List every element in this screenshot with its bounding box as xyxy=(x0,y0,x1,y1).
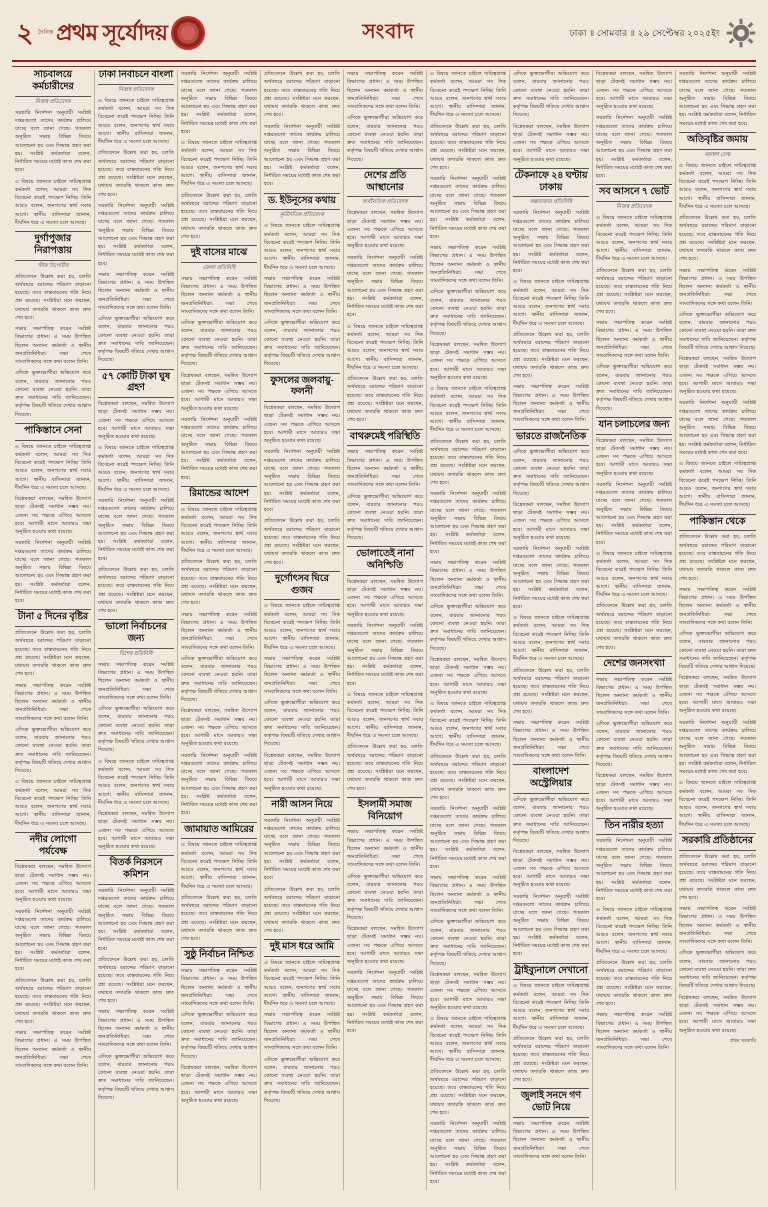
article-headline[interactable]: টানা ৫ দিনের বৃষ্টির xyxy=(15,609,91,627)
article-paragraph: সরকারি নির্দেশনা অনুযায়ী সংশ্লিষ্ট দপ্তরগুলো তাদের কার্যক্রম চালিয়ে যাচ্ছে বলে জানা গেছে। গতকাল অনুষ্ঠিত সভায় বিভিন্ন বিষয়ে আলোচনা হয় এবং সিদ্ধান্ত গ্রহণ করা হয়। সংশ্লিষ্ট কর্মকর্তারা বলেন, নির্ধারিত সময়ের মধ্যেই কাজ শেষ করা হবে। xyxy=(264,817,341,882)
article-paragraph: সভায় সভাপতিত্ব করেন সংশ্লিষ্ট বিভাগের প্রধান। এ সময় উপস্থিত ছিলেন অন্যান্য কর্মকর্তা ও স্থানীয় জনপ্রতিনিধিরা। সভা শেষে সাংবাদিকদের সঙ্গে কথা বলেন তিনি। xyxy=(596,1012,672,1052)
article-headline[interactable]: ড. ইউনূসের কথায় xyxy=(264,193,340,211)
article-paragraph: এ বিষয়ে জানতে চাইলে দায়িত্বপ্রাপ্ত কর্মকর্তা বলেন, আমরা সব দিক বিবেচনা করেই পদক্ষেপ নিচ্ছি। তিনি আরও বলেন, জনগণের স্বার্থ সবার আগে। স্থানীয় বাসিন্দারা জানান, দীর্ঘদিন ধরে এ সমস্যা চলে আসছে। xyxy=(596,907,672,955)
article-paragraph: এদিকে ভুক্তভোগীরা অভিযোগ করে বলেন, বারবার জানানোর পরও কোনো ব্যবস্থা নেওয়া হয়নি। তারা দ্রুত সমাধানের দাবি জানিয়েছেন। কর্তৃপক্ষ বিষয়টি খতিয়ে দেখার আশ্বাস দিয়েছে। xyxy=(679,631,756,670)
article-paragraph: এদিকে ভুক্তভোগীরা অভিযোগ করে বলেন, বারবার জানানোর পরও কোনো ব্যবস্থা নেওয়া হয়নি। তারা দ্রুত সমাধানের দাবি জানিয়েছেন। কর্তৃপক্ষ বিষয়টি খতিয়ে দেখার আশ্বাস দিয়েছে। xyxy=(513,71,589,119)
article-headline[interactable]: ৫৭ কোটি টাকা ঘুষ গ্রহণ xyxy=(98,369,174,399)
col-1 xyxy=(12,70,95,1190)
newspaper-logo xyxy=(38,16,207,50)
article-paragraph: প্রতিবেদনে উল্লেখ করা হয়, চলতি অর্থবছরে বরাদ্দের পরিমাণ বাড়ানো হয়েছে। তবে বাস্তবায়নের গতি নিয়ে প্রশ্ন রয়েছে। সংশ্লিষ্টরা মনে করছেন, যথাযথ তদারকি থাকলে কাজ দ্রুত শেষ হবে। xyxy=(430,123,506,171)
article-paragraph: প্রতিবেদনে উল্লেখ করা হয়, চলতি অর্থবছরে বরাদ্দের পরিমাণ বাড়ানো হয়েছে। তবে বাস্তবায়নের গতি নিয়ে প্রশ্ন রয়েছে। সংশ্লিষ্টরা মনে করছেন, যথাযথ তদারকি থাকলে কাজ দ্রুত শেষ হবে। xyxy=(98,566,174,614)
logo-kicker: দৈনিক xyxy=(38,30,54,36)
article-paragraph: এ বিষয়ে জানতে চাইলে দায়িত্বপ্রাপ্ত কর্মকর্তা বলেন, আমরা সব দিক বিবেচনা করেই পদক্ষেপ নিচ্ছি। তিনি আরও বলেন, জনগণের স্বার্থ সবার আগে। স্থানীয় বাসিন্দারা জানান, দীর্ঘদিন ধরে এ সমস্যা চলে আসছে। xyxy=(679,780,756,828)
article-paragraph: সভায় সভাপতিত্ব করেন সংশ্লিষ্ট বিভাগের প্রধান। এ সময় উপস্থিত ছিলেন অন্যান্য কর্মকর্তা ও স্থানীয় জনপ্রতিনিধিরা। সভা শেষে সাংবাদিকদের সঙ্গে কথা বলেন তিনি। xyxy=(98,661,174,701)
article-paragraph: বিশ্লেষকরা বলছেন, সমন্বিত উদ্যোগ ছাড়া টেকসই সমাধান সম্ভব নয়। এজন্য সব পক্ষকে এগিয়ে আসতে হবে। আগামী মাসে আবারও সভা অনুষ্ঠিত হওয়ার কথা রয়েছে। xyxy=(513,501,589,541)
article-paragraph: এদিকে ভুক্তভোগীরা অভিযোগ করে বলেন, বারবার জানানোর পরও কোনো ব্যবস্থা নেওয়া হয়নি। তারা দ্রুত সমাধানের দাবি জানিয়েছেন। কর্তৃপক্ষ বিষয়টি খতিয়ে দেখার আশ্বাস দিয়েছে। xyxy=(98,1053,174,1101)
article-paragraph: এদিকে ভুক্তভোগীরা অভিযোগ করে বলেন, বারবার জানানোর পরও কোনো ব্যবস্থা নেওয়া হয়নি। তারা দ্রুত সমাধানের দাবি জানিয়েছেন। কর্তৃপক্ষ বিষয়টি খতিয়ে দেখার আশ্বাস দিয়েছে। xyxy=(15,370,91,418)
sunburst-icon xyxy=(171,16,205,50)
article-paragraph: প্রতিবেদনে উল্লেখ করা হয়, চলতি অর্থবছরে বরাদ্দের পরিমাণ বাড়ানো হয়েছে। তবে বাস্তবায়নের গতি নিয়ে প্রশ্ন রয়েছে। সংশ্লিষ্টরা মনে করছেন, যথাযথ তদারকি থাকলে কাজ দ্রুত শেষ হবে। xyxy=(596,959,672,1007)
article-paragraph: সরকারি নির্দেশনা অনুযায়ী সংশ্লিষ্ট দপ্তরগুলো তাদের কার্যক্রম চালিয়ে যাচ্ছে বলে জানা গেছে। গতকাল অনুষ্ঠিত সভায় বিভিন্ন বিষয়ে আলোচনা হয় এবং সিদ্ধান্ত গ্রহণ করা হয়। সংশ্লিষ্ট কর্মকর্তারা বলেন, নির্ধারিত সময়ের মধ্যেই কাজ শেষ করা হবে। xyxy=(513,210,590,274)
article-headline[interactable]: ভালো নির্বাচনের জন্য xyxy=(98,619,174,649)
article-paragraph: এদিকে ভুক্তভোগীরা অভিযোগ করে বলেন, বারবার জানানোর পরও কোনো ব্যবস্থা নেওয়া হয়নি। তারা দ্রুত সমাধানের দাবি জানিয়েছেন। কর্তৃপক্ষ বিষয়টি খতিয়ে দেখার আশ্বাস দিয়েছে। xyxy=(430,604,506,652)
article-paragraph: সভায় সভাপতিত্ব করেন সংশ্লিষ্ট বিভাগের প্রধান। এ সময় উপস্থিত ছিলেন অন্যান্য কর্মকর্তা ও স্থানীয় জনপ্রতিনিধিরা। সভা শেষে সাংবাদিকদের সঙ্গে কথা বলেন তিনি। xyxy=(347,829,423,869)
article-paragraph: এদিকে ভুক্তভোগীরা অভিযোগ করে বলেন, বারবার জানানোর পরও কোনো ব্যবস্থা নেওয়া হয়নি। তারা দ্রুত সমাধানের দাবি জানিয়েছেন। কর্তৃপক্ষ বিষয়টি খতিয়ে দেখার আশ্বাস দিয়েছে। xyxy=(98,316,174,364)
article-paragraph: সভায় সভাপতিত্ব করেন সংশ্লিষ্ট বিভাগের প্রধান। এ সময় উপস্থিত ছিলেন অন্যান্য কর্মকর্তা ও স্থানীয় জনপ্রতিনিধিরা। সভা শেষে সাংবাদিকদের সঙ্গে কথা বলেন তিনি। xyxy=(596,676,672,716)
article-headline[interactable]: জামায়াত আমিরের xyxy=(181,822,257,840)
col-8 xyxy=(593,70,676,1190)
article-paragraph: বিশ্লেষকরা বলছেন, সমন্বিত উদ্যোগ ছাড়া টেকসই সমাধান সম্ভব নয়। এজন্য সব পক্ষকে এগিয়ে আসতে হবে। আগামী মাসে আবারও সভা অনুষ্ঠিত হওয়ার কথা রয়েছে। xyxy=(596,437,672,477)
article-paragraph: সরকারি নির্দেশনা অনুযায়ী সংশ্লিষ্ট দপ্তরগুলো তাদের কার্যক্রম চালিয়ে যাচ্ছে বলে জানা গেছে। গতকাল অনুষ্ঠিত সভায় বিভিন্ন বিষয়ে আলোচনা হয় এবং সিদ্ধান্ত গ্রহণ করা হয়। সংশ্লিষ্ট কর্মকর্তারা বলেন, নির্ধারিত সময়ের মধ্যেই কাজ শেষ করা হবে। xyxy=(513,546,590,610)
article-paragraph: প্রতিবেদনে উল্লেখ করা হয়, চলতি অর্থবছরে বরাদ্দের পরিমাণ বাড়ানো হয়েছে। তবে বাস্তবায়নের গতি নিয়ে প্রশ্ন রয়েছে। সংশ্লিষ্টরা মনে করছেন, যথাযথ তদারকি থাকলে কাজ দ্রুত শেষ হবে। xyxy=(430,1068,506,1116)
article-byline: নিজস্ব প্রতিবেদক xyxy=(616,204,652,210)
article-paragraph: প্রতিবেদনে উল্লেখ করা হয়, চলতি অর্থবছরে বরাদ্দের পরিমাণ বাড়ানো হয়েছে। তবে বাস্তবায়নের গতি নিয়ে প্রশ্ন রয়েছে। সংশ্লিষ্টরা মনে করছেন, যথাযথ তদারকি থাকলে কাজ দ্রুত শেষ হবে। xyxy=(430,753,506,801)
article-paragraph: এ বিষয়ে জানতে চাইলে দায়িত্বপ্রাপ্ত কর্মকর্তা বলেন, আমরা সব দিক বিবেচনা করেই পদক্ষেপ নিচ্ছি। তিনি আরও বলেন, জনগণের স্বার্থ সবার আগে। স্থানীয় বাসিন্দারা জানান, দীর্ঘদিন ধরে এ সমস্যা চলে আসছে। xyxy=(98,445,174,493)
article-headline[interactable]: জুলাই সনদে গণ ভোট নিয়ে xyxy=(513,1088,589,1118)
article-paragraph: এ বিষয়ে জানতে চাইলে দায়িত্বপ্রাপ্ত কর্মকর্তা বলেন, আমরা সব দিক বিবেচনা করেই পদক্ষেপ নিচ্ছি। তিনি আরও বলেন, জনগণের স্বার্থ সবার আগে। স্থানীয় বাসিন্দারা জানান, দীর্ঘদিন ধরে এ সমস্যা চলে আসছে। xyxy=(430,71,506,119)
article-paragraph: সভায় সভাপতিত্ব করেন সংশ্লিষ্ট বিভাগের প্রধান। এ সময় উপস্থিত ছিলেন অন্যান্য কর্মকর্তা ও স্থানীয় জনপ্রতিনিধিরা। সভা শেষে সাংবাদিকদের সঙ্গে কথা বলেন তিনি। xyxy=(513,384,589,424)
article-headline[interactable]: সুষ্ঠু নির্বাচন নিশ্চিত xyxy=(181,947,257,965)
article-paragraph: সরকারি নির্দেশনা অনুযায়ী সংশ্লিষ্ট দপ্তরগুলো তাদের কার্যক্রম চালিয়ে যাচ্ছে বলে জানা গেছে। গতকাল অনুষ্ঠিত সভায় বিভিন্ন বিষয়ে আলোচনা হয় এবং সিদ্ধান্ত গ্রহণ করা হয়। সংশ্লিষ্ট কর্মকর্তারা বলেন, নির্ধারিত সময়ের মধ্যেই কাজ শেষ করা হবে। xyxy=(347,254,424,319)
article-paragraph: বিশ্লেষকরা বলছেন, সমন্বিত উদ্যোগ ছাড়া টেকসই সমাধান সম্ভব নয়। এজন্য সব পক্ষকে এগিয়ে আসতে হবে। আগামী মাসে আবারও সভা অনুষ্ঠিত হওয়ার কথা রয়েছে। xyxy=(347,210,423,250)
article-paragraph: এ বিষয়ে জানতে চাইলে দায়িত্বপ্রাপ্ত কর্মকর্তা বলেন, আমরা সব দিক বিবেচনা করেই পদক্ষেপ নিচ্ছি। তিনি আরও বলেন, জনগণের স্বার্থ সবার আগে। স্থানীয় বাসিন্দারা জানান, দীর্ঘদিন ধরে এ সমস্যা চলে আসছে। xyxy=(98,758,174,806)
article-paragraph: সভায় সভাপতিত্ব করেন সংশ্লিষ্ট বিভাগের প্রধান। এ সময় উপস্থিত ছিলেন অন্যান্য কর্মকর্তা ও স্থানীয় জনপ্রতিনিধিরা। সভা শেষে সাংবাদিকদের সঙ্গে কথা বলেন তিনি। xyxy=(181,968,257,1007)
article-headline[interactable]: ঢাকা নির্বাচনে বাংলা xyxy=(98,70,174,85)
article-paragraph: সভায় সভাপতিত্ব করেন সংশ্লিষ্ট বিভাগের প্রধান। এ সময় উপস্থিত ছিলেন অন্যান্য কর্মকর্তা ও স্থানীয় জনপ্রতিনিধিরা। সভা শেষে সাংবাদিকদের সঙ্গে কথা বলেন তিনি। xyxy=(264,655,340,695)
article-paragraph: প্রতিবেদনে উল্লেখ করা হয়, চলতি অর্থবছরে বরাদ্দের পরিমাণ বাড়ানো হয়েছে। তবে বাস্তবায়নের গতি নিয়ে প্রশ্ন রয়েছে। সংশ্লিষ্টরা মনে করছেন, যথাযথ তদারকি থাকলে কাজ দ্রুত শেষ হবে। xyxy=(181,192,257,240)
article-paragraph: এ বিষয়ে জানতে চাইলে দায়িত্বপ্রাপ্ত কর্মকর্তা বলেন, আমরা সব দিক বিবেচনা করেই পদক্ষেপ নিচ্ছি। তিনি আরও বলেন, জনগণের স্বার্থ সবার আগে। স্থানীয় বাসিন্দারা জানান, দীর্ঘদিন ধরে এ সমস্যা চলে আসছে। xyxy=(15,178,91,226)
article-paragraph: এদিকে ভুক্তভোগীরা অভিযোগ করে বলেন, বারবার জানানোর পরও কোনো ব্যবস্থা নেওয়া হয়নি। তারা দ্রুত সমাধানের দাবি জানিয়েছেন। কর্তৃপক্ষ বিষয়টি খতিয়ে দেখার আশ্বাস দিয়েছে। xyxy=(264,1056,340,1104)
article-paragraph: বিশ্লেষকরা বলছেন, সমন্বিত উদ্যোগ ছাড়া টেকসই সমাধান সম্ভব নয়। এজন্য সব পক্ষকে এগিয়ে আসতে হবে। আগামী মাসে আবারও সভা অনুষ্ঠিত হওয়ার কথা রয়েছে। xyxy=(679,356,756,395)
article-byline: মফস্বল ডেস্ক xyxy=(704,151,731,158)
article-paragraph: এ বিষয়ে জানতে চাইলে দায়িত্বপ্রাপ্ত কর্মকর্তা বলেন, আমরা সব দিক বিবেচনা করেই পদক্ষেপ নিচ্ছি। তিনি আরও বলেন, জনগণের স্বার্থ সবার আগে। স্থানীয় বাসিন্দারা জানান, দীর্ঘদিন ধরে এ সমস্যা চলে আসছে। xyxy=(264,959,340,1007)
article-paragraph: এদিকে ভুক্তভোগীরা অভিযোগ করে বলেন, বারবার জানানোর পরও কোনো ব্যবস্থা নেওয়া হয়নি। তারা দ্রুত সমাধানের দাবি জানিয়েছেন। কর্তৃপক্ষ বিষয়টি খতিয়ে দেখার আশ্বাস দিয়েছে। xyxy=(181,655,257,703)
article-paragraph: সভায় সভাপতিত্ব করেন সংশ্লিষ্ট বিভাগের প্রধান। এ সময় উপস্থিত ছিলেন অন্যান্য কর্মকর্তা ও স্থানীয় জনপ্রতিনিধিরা। সভা শেষে সাংবাদিকদের সঙ্গে কথা বলেন তিনি। xyxy=(181,275,257,315)
article-paragraph: বিশ্লেষকরা বলছেন, সমন্বিত উদ্যোগ ছাড়া টেকসই সমাধান সম্ভব নয়। এজন্য সব পক্ষকে এগিয়ে আসতে হবে। আগামী মাসে আবারও সভা অনুষ্ঠিত হওয়ার কথা রয়েছে। xyxy=(181,372,257,412)
article-paragraph: সভায় সভাপতিত্ব করেন সংশ্লিষ্ট বিভাগের প্রধান। এ সময় উপস্থিত ছিলেন অন্যান্য কর্মকর্তা ও স্থানীয় জনপ্রতিনিধিরা। সভা শেষে সাংবাদিকদের সঙ্গে কথা বলেন তিনি। xyxy=(430,560,506,599)
article-paragraph: সরকারি নির্দেশনা অনুযায়ী সংশ্লিষ্ট দপ্তরগুলো তাদের কার্যক্রম চালিয়ে যাচ্ছে বলে জানা গেছে। গতকাল অনুষ্ঠিত সভায় বিভিন্ন বিষয়ে আলোচনা হয় এবং সিদ্ধান্ত গ্রহণ করা হয়। সংশ্লিষ্ট কর্মকর্তারা বলেন, নির্ধারিত সময়ের মধ্যেই কাজ শেষ করা হবে। xyxy=(181,71,258,135)
article-headline[interactable]: ভোলাতেই নানা অনিশ্চিতি xyxy=(347,546,423,576)
article-paragraph: সভায় সভাপতিত্ব করেন সংশ্লিষ্ট বিভাগের প্রধান। এ সময় উপস্থিত ছিলেন অন্যান্য কর্মকর্তা ও স্থানীয় জনপ্রতিনিধিরা। সভা শেষে সাংবাদিকদের সঙ্গে কথা বলেন তিনি। xyxy=(513,720,589,759)
article-paragraph: এ বিষয়ে জানতে চাইলে দায়িত্বপ্রাপ্ত কর্মকর্তা বলেন, আমরা সব দিক বিবেচনা করেই পদক্ষেপ নিচ্ছি। তিনি আরও বলেন, জনগণের স্বার্থ সবার আগে। স্থানীয় বাসিন্দারা জানান, দীর্ঘদিন ধরে এ সমস্যা চলে আসছে। xyxy=(181,842,257,890)
article-headline[interactable]: পাকিস্তান থেকে xyxy=(679,514,756,532)
article-paragraph: সরকারি নির্দেশনা অনুযায়ী সংশ্লিষ্ট দপ্তরগুলো তাদের কার্যক্রম চালিয়ে যাচ্ছে বলে জানা গেছে। গতকাল অনুষ্ঠিত সভায় বিভিন্ন বিষয়ে আলোচনা হয় এবং সিদ্ধান্ত গ্রহণ করা হয়। সংশ্লিষ্ট কর্মকর্তারা বলেন, নির্ধারিত সময়ের মধ্যেই কাজ শেষ করা হবে। xyxy=(347,622,424,687)
article-paragraph: প্রতিবেদনে উল্লেখ করা হয়, চলতি অর্থবছরে বরাদ্দের পরিমাণ বাড়ানো হয়েছে। তবে বাস্তবায়নের গতি নিয়ে প্রশ্ন রয়েছে। সংশ্লিষ্টরা মনে করছেন, যথাযথ তদারকি থাকলে কাজ দ্রুত শেষ হবে। xyxy=(98,956,174,1004)
article-paragraph: সরকারি নির্দেশনা অনুযায়ী সংশ্লিষ্ট দপ্তরগুলো তাদের কার্যক্রম চালিয়ে যাচ্ছে বলে জানা গেছে। গতকাল অনুষ্ঠিত সভায় বিভিন্ন বিষয়ে আলোচনা হয় এবং সিদ্ধান্ত গ্রহণ করা হয়। সংশ্লিষ্ট কর্মকর্তারা বলেন, নির্ধারিত সময়ের মধ্যেই কাজ শেষ করা হবে। xyxy=(264,449,341,513)
article-headline[interactable]: দেশের জনসংখ্যা xyxy=(596,656,672,674)
article-headline[interactable]: ভারতে রাজনৈতিক xyxy=(513,429,589,447)
article-paragraph: এদিকে ভুক্তভোগীরা অভিযোগ করে বলেন, বারবার জানানোর পরও কোনো ব্যবস্থা নেওয়া হয়নি। তারা দ্রুত সমাধানের দাবি জানিয়েছেন। কর্তৃপক্ষ বিষয়টি খতিয়ে দেখার আশ্বাস দিয়েছে। xyxy=(98,706,174,754)
logo-name: প্রথম সূর্যোদয় xyxy=(56,20,168,45)
article-paragraph: এদিকে ভুক্তভোগীরা অভিযোগ করে বলেন, বারবার জানানোর পরও কোনো ব্যবস্থা নেওয়া হয়নি। তারা দ্রুত সমাধানের দাবি জানিয়েছেন। কর্তৃপক্ষ বিষয়টি খতিয়ে দেখার আশ্বাস দিয়েছে। xyxy=(513,449,589,497)
article-paragraph: সরকারি নির্দেশনা অনুযায়ী সংশ্লিষ্ট দপ্তরগুলো তাদের কার্যক্রম চালিয়ে যাচ্ছে বলে জানা গেছে। গতকাল অনুষ্ঠিত সভায় বিভিন্ন বিষয়ে আলোচনা হয় এবং সিদ্ধান্ত গ্রহণ করা হয়। সংশ্লিষ্ট কর্মকর্তারা বলেন, নির্ধারিত সময়ের মধ্যেই কাজ শেষ করা হবে। xyxy=(264,123,341,188)
article-paragraph: সভায় সভাপতিত্ব করেন সংশ্লিষ্ট বিভাগের প্রধান। এ সময় উপস্থিত ছিলেন অন্যান্য কর্মকর্তা ও স্থানীয় জনপ্রতিনিধিরা। সভা শেষে সাংবাদিকদের সঙ্গে কথা বলেন তিনি। xyxy=(264,1012,340,1052)
article-paragraph: এ বিষয়ে জানতে চাইলে দায়িত্বপ্রাপ্ত কর্মকর্তা বলেন, আমরা সব দিক বিবেচনা করেই পদক্ষেপ নিচ্ছি। তিনি আরও বলেন, জনগণের স্বার্থ সবার আগে। স্থানীয় বাসিন্দারা জানান, দীর্ঘদিন ধরে এ সমস্যা চলে আসছে। xyxy=(596,215,672,263)
article-paragraph: বিশ্লেষকরা বলছেন, সমন্বিত উদ্যোগ ছাড়া টেকসই সমাধান সম্ভব নয়। এজন্য সব পক্ষকে এগিয়ে আসতে হবে। আগামী মাসে আবারও সভা অনুষ্ঠিত হওয়ার কথা রয়েছে। xyxy=(596,773,672,813)
article-paragraph: সরকারি নির্দেশনা অনুযায়ী সংশ্লিষ্ট দপ্তরগুলো তাদের কার্যক্রম চালিয়ে যাচ্ছে বলে জানা গেছে। গতকাল অনুষ্ঠিত সভায় বিভিন্ন বিষয়ে আলোচনা হয় এবং সিদ্ধান্ত গ্রহণ করা হয়। সংশ্লিষ্ট কর্মকর্তারা বলেন, নির্ধারিত সময়ের মধ্যেই কাজ শেষ করা হবে। xyxy=(347,970,424,1034)
article-paragraph: এদিকে ভুক্তভোগীরা অভিযোগ করে বলেন, বারবার জানানোর পরও কোনো ব্যবস্থা নেওয়া হয়নি। তারা দ্রুত সমাধানের দাবি জানিয়েছেন। কর্তৃপক্ষ বিষয়টি খতিয়ে দেখার আশ্বাস দিয়েছে। xyxy=(430,919,506,967)
article-paragraph: এ বিষয়ে জানতে চাইলে দায়িত্বপ্রাপ্ত কর্মকর্তা বলেন, আমরা সব দিক বিবেচনা করেই পদক্ষেপ নিচ্ছি। তিনি আরও বলেন, জনগণের স্বার্থ সবার আগে। স্থানীয় বাসিন্দারা জানান, দীর্ঘদিন ধরে এ সমস্যা চলে আসছে। xyxy=(264,223,340,271)
article-paragraph: এ বিষয়ে জানতে চাইলে দায়িত্বপ্রাপ্ত কর্মকর্তা বলেন, আমরা সব দিক বিবেচনা করেই পদক্ষেপ নিচ্ছি। তিনি আরও বলেন, জনগণের স্বার্থ সবার আগে। স্থানীয় বাসিন্দারা জানান, দীর্ঘদিন ধরে এ সমস্যা চলে আসছে। xyxy=(679,162,756,210)
article-headline[interactable]: রিমান্ডের আদেশ xyxy=(181,486,257,504)
article-paragraph: সরকারি নির্দেশনা অনুযায়ী সংশ্লিষ্ট দপ্তরগুলো তাদের কার্যক্রম চালিয়ে যাচ্ছে বলে জানা গেছে। গতকাল অনুষ্ঠিত সভায় বিভিন্ন বিষয়ে আলোচনা হয় এবং সিদ্ধান্ত গ্রহণ করা হয়। সংশ্লিষ্ট কর্মকর্তারা বলেন, নির্ধারিত সময়ের মধ্যেই কাজ শেষ করা হবে। xyxy=(596,481,673,546)
article-paragraph: সভায় সভাপতিত্ব করেন সংশ্লিষ্ট বিভাগের প্রধান। এ সময় উপস্থিত ছিলেন অন্যান্য কর্মকর্তা ও স্থানীয় জনপ্রতিনিধিরা। সভা শেষে সাংবাদিকদের সঙ্গে কথা বলেন তিনি। xyxy=(679,586,756,626)
article-paragraph: সরকারি নির্দেশনা অনুযায়ী সংশ্লিষ্ট দপ্তরগুলো তাদের কার্যক্রম চালিয়ে যাচ্ছে বলে জানা গেছে। গতকাল অনুষ্ঠিত সভায় বিভিন্ন বিষয়ে আলোচনা হয় এবং সিদ্ধান্ত গ্রহণ করা হয়। সংশ্লিষ্ট কর্মকর্তারা বলেন, নির্ধারিত সময়ের মধ্যেই কাজ শেষ করা হবে। xyxy=(181,416,258,481)
article-paragraph: এদিকে ভুক্তভোগীরা অভিযোগ করে বলেন, বারবার জানানোর পরও কোনো ব্যবস্থা নেওয়া হয়নি। তারা দ্রুত সমাধানের দাবি জানিয়েছেন। কর্তৃপক্ষ বিষয়টি খতিয়ে দেখার আশ্বাস দিয়েছে। xyxy=(596,720,672,768)
article-paragraph: সভায় সভাপতিত্ব করেন সংশ্লিষ্ট বিভাগের প্রধান। এ সময় উপস্থিত ছিলেন অন্যান্য কর্মকর্তা ও স্থানীয় জনপ্রতিনিধিরা। সভা শেষে সাংবাদিকদের সঙ্গে কথা বলেন তিনি। xyxy=(98,271,174,311)
article-paragraph: এদিকে ভুক্তভোগীরা অভিযোগ করে বলেন, বারবার জানানোর পরও কোনো ব্যবস্থা নেওয়া হয়নি। তারা দ্রুত সমাধানের দাবি জানিয়েছেন। কর্তৃপক্ষ বিষয়টি খতিয়ে দেখার আশ্বাস দিয়েছে। xyxy=(513,796,589,844)
article-paragraph: বিশ্লেষকরা বলছেন, সমন্বিত উদ্যোগ ছাড়া টেকসই সমাধান সম্ভব নয়। এজন্য সব পক্ষকে এগিয়ে আসতে হবে। আগামী মাসে আবারও সভা অনুষ্ঠিত হওয়ার কথা রয়েছে। xyxy=(347,926,423,965)
article-paragraph: সভায় সভাপতিত্ব করেন সংশ্লিষ্ট বিভাগের প্রধান। এ সময় উপস্থিত ছিলেন অন্যান্য কর্মকর্তা ও স্থানীয় জনপ্রতিনিধিরা। সভা শেষে সাংবাদিকদের সঙ্গে কথা বলেন তিনি। xyxy=(98,1009,174,1049)
article-paragraph: এ বিষয়ে জানতে চাইলে দায়িত্বপ্রাপ্ত কর্মকর্তা বলেন, আমরা সব দিক বিবেচনা করেই পদক্ষেপ নিচ্ছি। তিনি আরও বলেন, জনগণের স্বার্থ সবার আগে। স্থানীয় বাসিন্দারা জানান, দীর্ঘদিন ধরে এ সমস্যা চলে আসছে। xyxy=(596,550,672,598)
article-byline: বিশেষ প্রতিনিধি xyxy=(119,650,153,657)
article-paragraph: বিশ্লেষকরা বলছেন, সমন্বিত উদ্যোগ ছাড়া টেকসই সমাধান সম্ভব নয়। এজন্য সব পক্ষকে এগিয়ে আসতে হবে। আগামী মাসে আবারও সভা অনুষ্ঠিত হওয়ার কথা রয়েছে। xyxy=(347,578,423,618)
article-paragraph: বিশ্লেষকরা বলছেন, সমন্বিত উদ্যোগ ছাড়া টেকসই সমাধান সম্ভব নয়। এজন্য সব পক্ষকে এগিয়ে আসতে হবে। আগামী মাসে আবারও সভা অনুষ্ঠিত হওয়ার কথা রয়েছে। xyxy=(98,811,174,850)
article-headline[interactable]: যান চলাচলের জন্য xyxy=(596,417,672,435)
article-paragraph: সভায় সভাপতিত্ব করেন সংশ্লিষ্ট বিভাগের প্রধান। এ সময় উপস্থিত ছিলেন অন্যান্য কর্মকর্তা ও স্থানীয় জনপ্রতিনিধিরা। সভা শেষে সাংবাদিকদের সঙ্গে কথা বলেন তিনি। xyxy=(347,449,423,489)
article-headline[interactable]: দুই মাস ধরে আমি xyxy=(264,939,340,957)
article-paragraph: এ বিষয়ে জানতে চাইলে দায়িত্বপ্রাপ্ত কর্মকর্তা বলেন, আমরা সব দিক বিবেচনা করেই পদক্ষেপ নিচ্ছি। তিনি আরও বলেন, জনগণের স্বার্থ সবার আগে। স্থানীয় বাসিন্দারা জানান, দীর্ঘদিন ধরে এ সমস্যা চলে আসছে। xyxy=(513,615,589,663)
article-paragraph: সভায় সভাপতিত্ব করেন সংশ্লিষ্ট বিভাগের প্রধান। এ সময় উপস্থিত ছিলেন অন্যান্য কর্মকর্তা ও স্থানীয় জনপ্রতিনিধিরা। সভা শেষে সাংবাদিকদের সঙ্গে কথা বলেন তিনি। xyxy=(679,906,756,945)
article-paragraph: এদিকে ভুক্তভোগীরা অভিযোগ করে বলেন, বারবার জানানোর পরও কোনো ব্যবস্থা নেওয়া হয়নি। তারা দ্রুত সমাধানের দাবি জানিয়েছেন। কর্তৃপক্ষ বিষয়টি খতিয়ে দেখার আশ্বাস দিয়েছে। xyxy=(596,364,672,412)
article-paragraph: এ বিষয়ে জানতে চাইলে দায়িত্বপ্রাপ্ত কর্মকর্তা বলেন, আমরা সব দিক বিবেচনা করেই পদক্ষেপ নিচ্ছি। তিনি আরও বলেন, জনগণের স্বার্থ সবার আগে। স্থানীয় বাসিন্দারা জানান, দীর্ঘদিন ধরে এ সমস্যা চলে আসছে। xyxy=(181,140,257,188)
article-paragraph: সভায় সভাপতিত্ব করেন সংশ্লিষ্ট বিভাগের প্রধান। এ সময় উপস্থিত ছিলেন অন্যান্য কর্মকর্তা ও স্থানীয় জনপ্রতিনিধিরা। সভা শেষে সাংবাদিকদের সঙ্গে কথা বলেন তিনি। xyxy=(264,275,340,315)
article-headline[interactable]: দুর্গোৎসব ঘিরে গুজব xyxy=(264,571,340,601)
article-headline[interactable]: নারী আসন নিয়ে xyxy=(264,797,340,815)
page-number: ২ xyxy=(16,18,34,48)
gear-icon xyxy=(726,18,756,48)
article-paragraph: সভায় সভাপতিত্ব করেন সংশ্লিষ্ট বিভাগের প্রধান। এ সময় উপস্থিত ছিলেন অন্যান্য কর্মকর্তা ও স্থানীয় জনপ্রতিনিধিরা। সভা শেষে সাংবাদিকদের সঙ্গে কথা বলেন তিনি। xyxy=(679,267,756,307)
article-paragraph: সরকারি নির্দেশনা অনুযায়ী সংশ্লিষ্ট দপ্তরগুলো তাদের কার্যক্রম চালিয়ে যাচ্ছে বলে জানা গেছে। গতকাল অনুষ্ঠিত সভায় বিভিন্ন বিষয়ে আলোচনা হয় এবং সিদ্ধান্ত গ্রহণ করা হয়। সংশ্লিষ্ট কর্মকর্তারা বলেন, নির্ধারিত সময়ের মধ্যেই কাজ শেষ করা হবে। xyxy=(430,1121,507,1185)
article-paragraph: প্রতিবেদনে উল্লেখ করা হয়, চলতি অর্থবছরে বরাদ্দের পরিমাণ বাড়ানো হয়েছে। তবে বাস্তবায়নের গতি নিয়ে প্রশ্ন রয়েছে। সংশ্লিষ্টরা মনে করছেন, যথাযথ তদারকি থাকলে কাজ দ্রুত শেষ হবে। xyxy=(596,267,672,315)
article-paragraph: এ বিষয়ে জানতে চাইলে দায়িত্বপ্রাপ্ত কর্মকর্তা বলেন, আমরা সব দিক বিবেচনা করেই পদক্ষেপ নিচ্ছি। তিনি আরও বলেন, জনগণের স্বার্থ সবার আগে। স্থানীয় বাসিন্দারা জানান, দীর্ঘদিন ধরে এ সমস্যা চলে আসছে। xyxy=(430,1016,506,1064)
article-headline[interactable]: পাকিস্তানে সেনা xyxy=(15,423,91,441)
article-paragraph: সরকারি নির্দেশনা অনুযায়ী সংশ্লিষ্ট দপ্তরগুলো তাদের কার্যক্রম চালিয়ে যাচ্ছে বলে জানা গেছে। গতকাল অনুষ্ঠিত সভায় বিভিন্ন বিষয়ে আলোচনা হয় এবং সিদ্ধান্ত গ্রহণ করা হয়। সংশ্লিষ্ট কর্মকর্তারা বলেন, নির্ধারিত সময়ের মধ্যেই কাজ শেষ করা হবে। xyxy=(15,540,92,604)
article-paragraph: এদিকে ভুক্তভোগীরা অভিযোগ করে বলেন, বারবার জানানোর পরও কোনো ব্যবস্থা নেওয়া হয়নি। তারা দ্রুত সমাধানের দাবি জানিয়েছেন। কর্তৃপক্ষ বিষয়টি খতিয়ে দেখার আশ্বাস দিয়েছে। xyxy=(679,950,756,990)
col-5 xyxy=(344,70,427,1190)
article-paragraph: সভায় সভাপতিত্ব করেন সংশ্লিষ্ট বিভাগের প্রধান। এ সময় উপস্থিত ছিলেন অন্যান্য কর্মকর্তা ও স্থানীয় জনপ্রতিনিধিরা। সভা শেষে সাংবাদিকদের সঙ্গে কথা বলেন তিনি। xyxy=(596,320,672,359)
article-byline: অর্থনৈতিক প্রতিবেদক xyxy=(362,199,408,206)
article-paragraph: বিশ্লেষকরা বলছেন, সমন্বিত উদ্যোগ ছাড়া টেকসই সমাধান সম্ভব নয়। এজন্য সব পক্ষকে এগিয়ে আসতে হবে। আগামী মাসে আবারও সভা অনুষ্ঠিত হওয়ার কথা রয়েছে। xyxy=(430,971,506,1011)
col-6 xyxy=(427,70,510,1190)
article-paragraph: সরকারি নির্দেশনা অনুযায়ী সংশ্লিষ্ট দপ্তরগুলো তাদের কার্যক্রম চালিয়ে যাচ্ছে বলে জানা গেছে। গতকাল অনুষ্ঠিত সভায় বিভিন্ন বিষয়ে আলোচনা হয় এবং সিদ্ধান্ত গ্রহণ করা হয়। সংশ্লিষ্ট কর্মকর্তারা বলেন, নির্ধারিত সময়ের মধ্যেই কাজ শেষ করা হবে। xyxy=(430,491,507,555)
article-byline: জেলা প্রতিনিধি xyxy=(202,264,236,271)
article-headline[interactable]: বাংলাদেশ অস্ট্রেলিয়ার xyxy=(513,764,589,794)
article-byline: নিজস্ব প্রতিবেদক xyxy=(35,98,71,105)
article-headline[interactable]: সব আসনে ৭ ভোট xyxy=(596,184,672,202)
article-paragraph: এ বিষয়ে জানতে চাইলে দায়িত্বপ্রাপ্ত কর্মকর্তা বলেন, আমরা সব দিক বিবেচনা করেই পদক্ষেপ নিচ্ছি। তিনি আরও বলেন, জনগণের স্বার্থ সবার আগে। স্থানীয় বাসিন্দারা জানান, দীর্ঘদিন ধরে এ সমস্যা চলে আসছে। xyxy=(679,461,756,509)
article-paragraph: প্রতিবেদনে উল্লেখ করা হয়, চলতি অর্থবছরে বরাদ্দের পরিমাণ বাড়ানো হয়েছে। তবে বাস্তবায়নের গতি নিয়ে প্রশ্ন রয়েছে। সংশ্লিষ্টরা মনে করছেন, যথাযথ তদারকি থাকলে কাজ দ্রুত শেষ হবে। xyxy=(679,215,756,263)
article-byline: কক্সবাজার প্রতিনিধি xyxy=(530,199,572,206)
col-2 xyxy=(95,70,178,1190)
article-paragraph: বিশ্লেষকরা বলছেন, সমন্বিত উদ্যোগ ছাড়া টেকসই সমাধান সম্ভব নয়। এজন্য সব পক্ষকে এগিয়ে আসতে হবে। আগামী মাসে আবারও সভা অনুষ্ঠিত হওয়ার কথা রয়েছে। xyxy=(98,401,174,440)
col-3 xyxy=(178,70,261,1190)
article-paragraph: এদিকে ভুক্তভোগীরা অভিযোগ করে বলেন, বারবার জানানোর পরও কোনো ব্যবস্থা নেওয়া হয়নি। তারা দ্রুত সমাধানের দাবি জানিয়েছেন। কর্তৃপক্ষ বিষয়টি খতিয়ে দেখার আশ্বাস দিয়েছে। xyxy=(181,1012,257,1060)
article-paragraph: এ বিষয়ে জানতে চাইলে দায়িত্বপ্রাপ্ত কর্মকর্তা বলেন, আমরা সব দিক বিবেচনা করেই পদক্ষেপ নিচ্ছি। তিনি আরও বলেন, জনগণের স্বার্থ সবার আগে। স্থানীয় বাসিন্দারা জানান, দীর্ঘদিন ধরে এ সমস্যা চলে আসছে। xyxy=(513,983,589,1031)
article-paragraph: প্রতিবেদনে উল্লেখ করা হয়, চলতি অর্থবছরে বরাদ্দের পরিমাণ বাড়ানো হয়েছে। তবে বাস্তবায়নের গতি নিয়ে প্রশ্ন রয়েছে। সংশ্লিষ্টরা মনে করছেন, যথাযথ তদারকি থাকলে কাজ দ্রুত শেষ হবে। xyxy=(430,438,506,486)
article-headline[interactable]: বিতর্ক নিরসনে কমিশন xyxy=(98,855,174,885)
article-paragraph: এদিকে ভুক্তভোগীরা অভিযোগ করে বলেন, বারবার জানানোর পরও কোনো ব্যবস্থা নেওয়া হয়নি। তারা দ্রুত সমাধানের দাবি জানিয়েছেন। কর্তৃপক্ষ বিষয়টি খতিয়ে দেখার আশ্বাস দিয়েছে। xyxy=(347,873,423,921)
article-paragraph: প্রতিবেদনে উল্লেখ করা হয়, চলতি অর্থবছরে বরাদ্দের পরিমাণ বাড়ানো হয়েছে। তবে বাস্তবায়নের গতি নিয়ে প্রশ্ন রয়েছে। সংশ্লিষ্টরা মনে করছেন, যথাযথ তদারকি থাকলে কাজ দ্রুত শেষ হবে। xyxy=(181,894,257,942)
article-paragraph: এদিকে ভুক্তভোগীরা অভিযোগ করে বলেন, বারবার জানানোর পরও কোনো ব্যবস্থা নেওয়া হয়নি। তারা দ্রুত সমাধানের দাবি জানিয়েছেন। কর্তৃপক্ষ বিষয়টি খতিয়ে দেখার আশ্বাস দিয়েছে। xyxy=(347,115,423,163)
article-paragraph: সরকারি নির্দেশনা অনুযায়ী সংশ্লিষ্ট দপ্তরগুলো তাদের কার্যক্রম চালিয়ে যাচ্ছে বলে জানা গেছে। গতকাল অনুষ্ঠিত সভায় বিভিন্ন বিষয়ে আলোচনা হয় এবং সিদ্ধান্ত গ্রহণ করা হয়। সংশ্লিষ্ট কর্মকর্তারা বলেন, নির্ধারিত সময়ের মধ্যেই কাজ শেষ করা হবে। xyxy=(596,115,673,179)
article-paragraph: এ বিষয়ে জানতে চাইলে দায়িত্বপ্রাপ্ত কর্মকর্তা বলেন, আমরা সব দিক বিবেচনা করেই পদক্ষেপ নিচ্ছি। তিনি আরও বলেন, জনগণের স্বার্থ সবার আগে। স্থানীয় বাসিন্দারা জানান, দীর্ঘদিন ধরে এ সমস্যা চলে আসছে। xyxy=(15,779,91,827)
article-headline[interactable]: সরকারি প্রতিষ্ঠানের xyxy=(679,833,756,851)
article-paragraph: সরকারি নির্দেশনা অনুযায়ী সংশ্লিষ্ট দপ্তরগুলো তাদের কার্যক্রম চালিয়ে যাচ্ছে বলে জানা গেছে। গতকাল অনুষ্ঠিত সভায় বিভিন্ন বিষয়ে আলোচনা হয় এবং সিদ্ধান্ত গ্রহণ করা হয়। সংশ্লিষ্ট কর্মকর্তারা বলেন, নির্ধারিত সময়ের মধ্যেই কাজ শেষ করা হবে। xyxy=(513,893,590,958)
article-paragraph: সরকারি নির্দেশনা অনুযায়ী সংশ্লিষ্ট দপ্তরগুলো তাদের কার্যক্রম চালিয়ে যাচ্ছে বলে জানা গেছে। গতকাল অনুষ্ঠিত সভায় বিভিন্ন বিষয়ে আলোচনা হয় এবং সিদ্ধান্ত গ্রহণ করা হয়। সংশ্লিষ্ট কর্মকর্তারা বলেন, নির্ধারিত সময়ের মধ্যেই কাজ শেষ করা হবে। xyxy=(15,908,92,973)
article-paragraph: প্রতিবেদনে উল্লেখ করা হয়, চলতি অর্থবছরে বরাদ্দের পরিমাণ বাড়ানো হয়েছে। তবে বাস্তবায়নের গতি নিয়ে প্রশ্ন রয়েছে। সংশ্লিষ্টরা মনে করছেন, যথাযথ তদারকি থাকলে কাজ দ্রুত শেষ হবে। xyxy=(15,630,91,678)
article-paragraph: প্রতিবেদনে উল্লেখ করা হয়, চলতি অর্থবছরে বরাদ্দের পরিমাণ বাড়ানো হয়েছে। তবে বাস্তবায়নের গতি নিয়ে প্রশ্ন রয়েছে। সংশ্লিষ্টরা মনে করছেন, যথাযথ তদারকি থাকলে কাজ দ্রুত শেষ হবে। xyxy=(264,71,340,119)
article-paragraph: বিশ্লেষকরা বলছেন, সমন্বিত উদ্যোগ ছাড়া টেকসই সমাধান সম্ভব নয়। এজন্য সব পক্ষকে এগিয়ে আসতে হবে। আগামী মাসে আবারও সভা অনুষ্ঠিত হওয়ার কথা রয়েছে। xyxy=(679,675,756,715)
article-headline[interactable]: অতিবৃষ্টির জমায় xyxy=(679,132,756,150)
article-paragraph: সভায় সভাপতিত্ব করেন সংশ্লিষ্ট বিভাগের প্রধান। এ সময় উপস্থিত ছিলেন অন্যান্য কর্মকর্তা ও স্থানীয় জনপ্রতিনিধিরা। সভা শেষে সাংবাদিকদের সঙ্গে কথা বলেন তিনি। xyxy=(15,1030,91,1069)
article-paragraph: প্রতিবেদনে উল্লেখ করা হয়, চলতি অর্থবছরে বরাদ্দের পরিমাণ বাড়ানো হয়েছে। তবে বাস্তবায়নের গতি নিয়ে প্রশ্ন রয়েছে। সংশ্লিষ্টরা মনে করছেন, যথাযথ তদারকি থাকলে কাজ দ্রুত শেষ হবে। xyxy=(98,150,174,198)
article-paragraph: সভায় সভাপতিত্ব করেন সংশ্লিষ্ট বিভাগের প্রধান। এ সময় উপস্থিত ছিলেন অন্যান্য কর্মকর্তা ও স্থানীয় জনপ্রতিনিধিরা। সভা শেষে সাংবাদিকদের সঙ্গে কথা বলেন তিনি। xyxy=(15,326,91,365)
article-paragraph: বিশ্লেষকরা বলছেন, সমন্বিত উদ্যোগ ছাড়া টেকসই সমাধান সম্ভব নয়। এজন্য সব পক্ষকে এগিয়ে আসতে হবে। আগামী মাসে আবারও সভা অনুষ্ঠিত হওয়ার কথা রয়েছে। xyxy=(181,1064,257,1104)
article-columns xyxy=(12,66,756,1190)
article-paragraph: প্রতিবেদনে উল্লেখ করা হয়, চলতি অর্থবছরে বরাদ্দের পরিমাণ বাড়ানো হয়েছে। তবে বাস্তবায়নের গতি নিয়ে প্রশ্ন রয়েছে। সংশ্লিষ্টরা মনে করছেন, যথাযথ তদারকি থাকলে কাজ দ্রুত শেষ হবে। xyxy=(679,853,756,901)
article-headline[interactable]: ফুসলের জলবায়ু-ফলনী xyxy=(264,373,340,403)
article-paragraph: প্রতিবেদনে উল্লেখ করা হয়, চলতি অর্থবছরে বরাদ্দের পরিমাণ বাড়ানো হয়েছে। তবে বাস্তবায়নের গতি নিয়ে প্রশ্ন রয়েছে। সংশ্লিষ্টরা মনে করছেন, যথাযথ তদারকি থাকলে কাজ দ্রুত শেষ হবে। xyxy=(15,273,91,321)
article-paragraph: প্রতিবেদনে উল্লেখ করা হয়, চলতি অর্থবছরে বরাদ্দের পরিমাণ বাড়ানো হয়েছে। তবে বাস্তবায়নের গতি নিয়ে প্রশ্ন রয়েছে। সংশ্লিষ্টরা মনে করছেন, যথাযথ তদারকি থাকলে কাজ দ্রুত শেষ হবে। xyxy=(513,667,589,715)
article-headline[interactable]: দুর্গাপুজার নিরাপত্তায় xyxy=(15,231,91,261)
article-paragraph: এ বিষয়ে জানতে চাইলে দায়িত্বপ্রাপ্ত কর্মকর্তা বলেন, আমরা সব দিক বিবেচনা করেই পদক্ষেপ নিচ্ছি। তিনি আরও বলেন, জনগণের স্বার্থ সবার আগে। স্থানীয় বাসিন্দারা জানান, দীর্ঘদিন ধরে এ সমস্যা চলে আসছে। xyxy=(347,323,423,371)
article-paragraph: এ বিষয়ে জানতে চাইলে দায়িত্বপ্রাপ্ত কর্মকর্তা বলেন, আমরা সব দিক বিবেচনা করেই পদক্ষেপ নিচ্ছি। তিনি আরও বলেন, জনগণের স্বার্থ সবার আগে। স্থানীয় বাসিন্দারা জানান, দীর্ঘদিন ধরে এ সমস্যা চলে আসছে। xyxy=(181,506,257,554)
article-paragraph: বিশ্লেষকরা বলছেন, সমন্বিত উদ্যোগ ছাড়া টেকসই সমাধান সম্ভব নয়। এজন্য সব পক্ষকে এগিয়ে আসতে হবে। আগামী মাসে আবারও সভা অনুষ্ঠিত হওয়ার কথা রয়েছে। xyxy=(15,864,91,904)
col-4 xyxy=(261,70,344,1190)
article-paragraph: এদিকে ভুক্তভোগীরা অভিযোগ করে বলেন, বারবার জানানোর পরও কোনো ব্যবস্থা নেওয়া হয়নি। তারা দ্রুত সমাধানের দাবি জানিয়েছেন। কর্তৃপক্ষ বিষয়টি খতিয়ে দেখার আশ্বাস দিয়েছে। xyxy=(264,700,340,748)
article-paragraph: প্রতিবেদনে উল্লেখ করা হয়, চলতি অর্থবছরে বরাদ্দের পরিমাণ বাড়ানো হয়েছে। তবে বাস্তবায়নের গতি নিয়ে প্রশ্ন রয়েছে। সংশ্লিষ্টরা মনে করছেন, যথাযথ তদারকি থাকলে কাজ দ্রুত শেষ হবে। xyxy=(513,331,589,379)
article-paragraph: প্রতিবেদনে উল্লেখ করা হয়, চলতি অর্থবছরে বরাদ্দের পরিমাণ বাড়ানো হয়েছে। তবে বাস্তবায়নের গতি নিয়ে প্রশ্ন রয়েছে। সংশ্লিষ্টরা মনে করছেন, যথাযথ তদারকি থাকলে কাজ দ্রুত শেষ হবে। xyxy=(679,534,756,582)
article-paragraph: বিশ্লেষকরা বলছেন, সমন্বিত উদ্যোগ ছাড়া টেকসই সমাধান সম্ভব নয়। এজন্য সব পক্ষকে এগিয়ে আসতে হবে। আগামী মাসে আবারও সভা অনুষ্ঠিত হওয়ার কথা রয়েছে। xyxy=(596,71,672,110)
article-headline[interactable]: টেকনাফে ২৪ ঘণ্টায় ঢাকায় xyxy=(513,168,589,198)
article-credit: প্রথম সরকারি xyxy=(729,1038,756,1044)
article-paragraph: এ বিষয়ে জানতে চাইলে দায়িত্বপ্রাপ্ত কর্মকর্তা বলেন, আমরা সব দিক বিবেচনা করেই পদক্ষেপ নিচ্ছি। তিনি আরও বলেন, জনগণের স্বার্থ সবার আগে। স্থানীয় বাসিন্দারা জানান, দীর্ঘদিন ধরে এ সমস্যা চলে আসছে। xyxy=(513,279,589,327)
article-paragraph: সরকারি নির্দেশনা অনুযায়ী সংশ্লিষ্ট দপ্তরগুলো তাদের কার্যক্রম চালিয়ে যাচ্ছে বলে জানা গেছে। গতকাল অনুষ্ঠিত সভায় বিভিন্ন বিষয়ে আলোচনা হয় এবং সিদ্ধান্ত গ্রহণ করা হয়। সংশ্লিষ্ট কর্মকর্তারা বলেন, নির্ধারিত সময়ের মধ্যেই কাজ শেষ করা হবে। xyxy=(98,497,175,562)
article-paragraph: সভায় সভাপতিত্ব করেন সংশ্লিষ্ট বিভাগের প্রধান। এ সময় উপস্থিত ছিলেন অন্যান্য কর্মকর্তা ও স্থানীয় জনপ্রতিনিধিরা। সভা শেষে সাংবাদিকদের সঙ্গে কথা বলেন তিনি। xyxy=(513,1120,589,1160)
article-paragraph: সভায় সভাপতিত্ব করেন সংশ্লিষ্ট বিভাগের প্রধান। এ সময় উপস্থিত ছিলেন অন্যান্য কর্মকর্তা ও স্থানীয় জনপ্রতিনিধিরা। সভা শেষে সাংবাদিকদের সঙ্গে কথা বলেন তিনি। xyxy=(15,682,91,722)
article-paragraph: এদিকে ভুক্তভোগীরা অভিযোগ করে বলেন, বারবার জানানোর পরও কোনো ব্যবস্থা নেওয়া হয়নি। তারা দ্রুত সমাধানের দাবি জানিয়েছেন। কর্তৃপক্ষ বিষয়টি খতিয়ে দেখার আশ্বাস দিয়েছে। xyxy=(679,311,756,351)
article-paragraph: সরকারি নির্দেশনা অনুযায়ী সংশ্লিষ্ট দপ্তরগুলো তাদের কার্যক্রম চালিয়ে যাচ্ছে বলে জানা গেছে। গতকাল অনুষ্ঠিত সভায় বিভিন্ন বিষয়ে আলোচনা হয় এবং সিদ্ধান্ত গ্রহণ করা হয়। সংশ্লিষ্ট কর্মকর্তারা বলেন, নির্ধারিত সময়ের মধ্যেই কাজ শেষ করা হবে। xyxy=(679,71,756,127)
masthead xyxy=(12,10,756,62)
article-paragraph: এদিকে ভুক্তভোগীরা অভিযোগ করে বলেন, বারবার জানানোর পরও কোনো ব্যবস্থা নেওয়া হয়নি। তারা দ্রুত সমাধানের দাবি জানিয়েছেন। কর্তৃপক্ষ বিষয়টি খতিয়ে দেখার আশ্বাস দিয়েছে। xyxy=(430,289,506,337)
article-paragraph: সরকারি নির্দেশনা অনুযায়ী সংশ্লিষ্ট দপ্তরগুলো তাদের কার্যক্রম চালিয়ে যাচ্ছে বলে জানা গেছে। গতকাল অনুষ্ঠিত সভায় বিভিন্ন বিষয়ে আলোচনা হয় এবং সিদ্ধান্ত গ্রহণ করা হয়। সংশ্লিষ্ট কর্মকর্তারা বলেন, নির্ধারিত সময়ের মধ্যেই কাজ শেষ করা হবে। xyxy=(430,176,507,240)
page-title: সংবাদ xyxy=(362,20,415,43)
article-byline: স্টাফ রিপোর্টার xyxy=(37,262,69,269)
article-paragraph: বিশ্লেষকরা বলছেন, সমন্বিত উদ্যোগ ছাড়া টেকসই সমাধান সম্ভব নয়। এজন্য সব পক্ষকে এগিয়ে আসতে হবে। আগামী মাসে আবারও সভা অনুষ্ঠিত হওয়ার কথা রয়েছে। xyxy=(679,994,756,1034)
article-paragraph: সরকারি নির্দেশনা অনুযায়ী সংশ্লিষ্ট দপ্তরগুলো তাদের কার্যক্রম চালিয়ে যাচ্ছে বলে জানা গেছে। গতকাল অনুষ্ঠিত সভায় বিভিন্ন বিষয়ে আলোচনা হয় এবং সিদ্ধান্ত গ্রহণ করা হয়। সংশ্লিষ্ট কর্মকর্তারা বলেন, নির্ধারিত সময়ের মধ্যেই কাজ শেষ করা হবে। xyxy=(15,109,92,174)
article-paragraph: এ বিষয়ে জানতে চাইলে দায়িত্বপ্রাপ্ত কর্মকর্তা বলেন, আমরা সব দিক বিবেচনা করেই পদক্ষেপ নিচ্ছি। তিনি আরও বলেন, জনগণের স্বার্থ সবার আগে। স্থানীয় বাসিন্দারা জানান, দীর্ঘদিন ধরে এ সমস্যা চলে আসছে। xyxy=(98,97,174,145)
article-paragraph: এ বিষয়ে জানতে চাইলে দায়িত্বপ্রাপ্ত কর্মকর্তা বলেন, আমরা সব দিক বিবেচনা করেই পদক্ষেপ নিচ্ছি। তিনি আরও বলেন, জনগণের স্বার্থ সবার আগে। স্থানীয় বাসিন্দারা জানান, দীর্ঘদিন ধরে এ সমস্যা চলে আসছে। xyxy=(347,691,423,739)
article-paragraph: বিশ্লেষকরা বলছেন, সমন্বিত উদ্যোগ ছাড়া টেকসই সমাধান সম্ভব নয়। এজন্য সব পক্ষকে এগিয়ে আসতে হবে। আগামী মাসে আবারও সভা অনুষ্ঠিত হওয়ার কথা রয়েছে। xyxy=(264,752,340,792)
article-headline[interactable]: বাথরুমেই পরিস্থিতি xyxy=(347,429,423,447)
article-byline: কূটনৈতিক প্রতিবেদক xyxy=(279,212,325,219)
article-paragraph: সভায় সভাপতিত্ব করেন সংশ্লিষ্ট বিভাগের প্রধান। এ সময় উপস্থিত ছিলেন অন্যান্য কর্মকর্তা ও স্থানীয় জনপ্রতিনিধিরা। সভা শেষে সাংবাদিকদের সঙ্গে কথা বলেন তিনি। xyxy=(347,71,423,110)
dateline: ঢাকা ॥ সোমবার ॥ ২৯ সেপ্টেম্বর ২০২৫ইং xyxy=(569,27,720,38)
article-paragraph: এদিকে ভুক্তভোগীরা অভিযোগ করে বলেন, বারবার জানানোর পরও কোনো ব্যবস্থা নেওয়া হয়নি। তারা দ্রুত সমাধানের দাবি জানিয়েছেন। কর্তৃপক্ষ বিষয়টি খতিয়ে দেখার আশ্বাস দিয়েছে। xyxy=(181,320,257,368)
article-paragraph: সরকারি নির্দেশনা অনুযায়ী সংশ্লিষ্ট দপ্তরগুলো তাদের কার্যক্রম চালিয়ে যাচ্ছে বলে জানা গেছে। গতকাল অনুষ্ঠিত সভায় বিভিন্ন বিষয়ে আলোচনা হয় এবং সিদ্ধান্ত গ্রহণ করা হয়। সংশ্লিষ্ট কর্মকর্তারা বলেন, নির্ধারিত সময়ের মধ্যেই কাজ শেষ করা হবে। xyxy=(430,806,507,870)
article-paragraph: এদিকে ভুক্তভোগীরা অভিযোগ করে বলেন, বারবার জানানোর পরও কোনো ব্যবস্থা নেওয়া হয়নি। তারা দ্রুত সমাধানের দাবি জানিয়েছেন। কর্তৃপক্ষ বিষয়টি খতিয়ে দেখার আশ্বাস দিয়েছে। xyxy=(264,320,340,368)
article-headline[interactable]: ইসলামী সমাজ বিনিয়োগ xyxy=(347,797,423,827)
article-paragraph: প্রতিবেদনে উল্লেখ করা হয়, চলতি অর্থবছরে বরাদ্দের পরিমাণ বাড়ানো হয়েছে। তবে বাস্তবায়নের গতি নিয়ে প্রশ্ন রয়েছে। সংশ্লিষ্টরা মনে করছেন, যথাযথ তদারকি থাকলে কাজ দ্রুত শেষ হবে। xyxy=(513,1035,589,1083)
article-headline[interactable]: ট্রাইব্যুনালে দেখানো xyxy=(513,963,589,981)
article-paragraph: প্রতিবেদনে উল্লেখ করা হয়, চলতি অর্থবছরে বরাদ্দের পরিমাণ বাড়ানো হয়েছে। তবে বাস্তবায়নের গতি নিয়ে প্রশ্ন রয়েছে। সংশ্লিষ্টরা মনে করছেন, যথাযথ তদারকি থাকলে কাজ দ্রুত শেষ হবে। xyxy=(596,603,672,651)
article-paragraph: প্রতিবেদনে উল্লেখ করা হয়, চলতি অর্থবছরে বরাদ্দের পরিমাণ বাড়ানো হয়েছে। তবে বাস্তবায়নের গতি নিয়ে প্রশ্ন রয়েছে। সংশ্লিষ্টরা মনে করছেন, যথাযথ তদারকি থাকলে কাজ দ্রুত শেষ হবে। xyxy=(347,744,423,792)
article-paragraph: সভায় সভাপতিত্ব করেন সংশ্লিষ্ট বিভাগের প্রধান। এ সময় উপস্থিত ছিলেন অন্যান্য কর্মকর্তা ও স্থানীয় জনপ্রতিনিধিরা। সভা শেষে সাংবাদিকদের সঙ্গে কথা বলেন তিনি। xyxy=(181,611,257,651)
article-paragraph: সরকারি নির্দেশনা অনুযায়ী সংশ্লিষ্ট দপ্তরগুলো তাদের কার্যক্রম চালিয়ে যাচ্ছে বলে জানা গেছে। গতকাল অনুষ্ঠিত সভায় বিভিন্ন বিষয়ে আলোচনা হয় এবং সিদ্ধান্ত গ্রহণ করা হয়। সংশ্লিষ্ট কর্মকর্তারা বলেন, নির্ধারিত সময়ের মধ্যেই কাজ শেষ করা হবে। xyxy=(596,838,673,902)
article-paragraph: বিশ্লেষকরা বলছেন, সমন্বিত উদ্যোগ ছাড়া টেকসই সমাধান সম্ভব নয়। এজন্য সব পক্ষকে এগিয়ে আসতে হবে। আগামী মাসে আবারও সভা অনুষ্ঠিত হওয়ার কথা রয়েছে। xyxy=(430,341,506,381)
article-headline[interactable]: দেশের প্রতি আস্থানোর xyxy=(347,168,423,198)
col-7 xyxy=(510,70,593,1190)
article-paragraph: সভায় সভাপতিত্ব করেন সংশ্লিষ্ট বিভাগের প্রধান। এ সময় উপস্থিত ছিলেন অন্যান্য কর্মকর্তা ও স্থানীয় জনপ্রতিনিধিরা। সভা শেষে সাংবাদিকদের সঙ্গে কথা বলেন তিনি। xyxy=(430,245,506,284)
article-paragraph: সরকারি নির্দেশনা অনুযায়ী সংশ্লিষ্ট দপ্তরগুলো তাদের কার্যক্রম চালিয়ে যাচ্ছে বলে জানা গেছে। গতকাল অনুষ্ঠিত সভায় বিভিন্ন বিষয়ে আলোচনা হয় এবং সিদ্ধান্ত গ্রহণ করা হয়। সংশ্লিষ্ট কর্মকর্তারা বলেন, নির্ধারিত সময়ের মধ্যেই কাজ শেষ করা হবে। xyxy=(98,202,175,267)
article-paragraph: প্রতিবেদনে উল্লেখ করা হয়, চলতি অর্থবছরে বরাদ্দের পরিমাণ বাড়ানো হয়েছে। তবে বাস্তবায়নের গতি নিয়ে প্রশ্ন রয়েছে। সংশ্লিষ্টরা মনে করছেন, যথাযথ তদারকি থাকলে কাজ দ্রুত শেষ হবে। xyxy=(15,977,91,1025)
article-paragraph: প্রতিবেদনে উল্লেখ করা হয়, চলতি অর্থবছরে বরাদ্দের পরিমাণ বাড়ানো হয়েছে। তবে বাস্তবায়নের গতি নিয়ে প্রশ্ন রয়েছে। সংশ্লিষ্টরা মনে করছেন, যথাযথ তদারকি থাকলে কাজ দ্রুত শেষ হবে। xyxy=(181,559,257,607)
article-paragraph: প্রতিবেদনে উল্লেখ করা হয়, চলতি অর্থবছরে বরাদ্দের পরিমাণ বাড়ানো হয়েছে। তবে বাস্তবায়নের গতি নিয়ে প্রশ্ন রয়েছে। সংশ্লিষ্টরা মনে করছেন, যথাযথ তদারকি থাকলে কাজ দ্রুত শেষ হবে। xyxy=(264,518,340,566)
col-9 xyxy=(676,70,759,1190)
article-byline: নিজস্ব প্রতিবেদক xyxy=(118,86,154,93)
article-paragraph: বিশ্লেষকরা বলছেন, সমন্বিত উদ্যোগ ছাড়া টেকসই সমাধান সম্ভব নয়। এজন্য সব পক্ষকে এগিয়ে আসতে হবে। আগামী মাসে আবারও সভা অনুষ্ঠিত হওয়ার কথা রয়েছে। xyxy=(15,496,91,535)
article-paragraph: বিশ্লেষকরা বলছেন, সমন্বিত উদ্যোগ ছাড়া টেকসই সমাধান সম্ভব নয়। এজন্য সব পক্ষকে এগিয়ে আসতে হবে। আগামী মাসে আবারও সভা অনুষ্ঠিত হওয়ার কথা রয়েছে। xyxy=(513,123,589,163)
article-paragraph: এ বিষয়ে জানতে চাইলে দায়িত্বপ্রাপ্ত কর্মকর্তা বলেন, আমরা সব দিক বিবেচনা করেই পদক্ষেপ নিচ্ছি। তিনি আরও বলেন, জনগণের স্বার্থ সবার আগে। স্থানীয় বাসিন্দারা জানান, দীর্ঘদিন ধরে এ সমস্যা চলে আসছে। xyxy=(430,386,506,434)
article-headline[interactable]: নদীর লোগো পর্যবেক্ষ xyxy=(15,832,91,862)
article-paragraph: বিশ্লেষকরা বলছেন, সমন্বিত উদ্যোগ ছাড়া টেকসই সমাধান সম্ভব নয়। এজন্য সব পক্ষকে এগিয়ে আসতে হবে। আগামী মাসে আবারও সভা অনুষ্ঠিত হওয়ার কথা রয়েছে। xyxy=(430,656,506,696)
article-paragraph: এদিকে ভুক্তভোগীরা অভিযোগ করে বলেন, বারবার জানানোর পরও কোনো ব্যবস্থা নেওয়া হয়নি। তারা দ্রুত সমাধানের দাবি জানিয়েছেন। কর্তৃপক্ষ বিষয়টি খতিয়ে দেখার আশ্বাস দিয়েছে। xyxy=(15,726,91,774)
article-paragraph: সভায় সভাপতিত্ব করেন সংশ্লিষ্ট বিভাগের প্রধান। এ সময় উপস্থিত ছিলেন অন্যান্য কর্মকর্তা ও স্থানীয় জনপ্রতিনিধিরা। সভা শেষে সাংবাদিকদের সঙ্গে কথা বলেন তিনি। xyxy=(430,875,506,914)
article-headline[interactable]: তিন নারীর হত্যা xyxy=(596,818,672,836)
article-paragraph: প্রতিবেদনে উল্লেখ করা হয়, চলতি অর্থবছরে বরাদ্দের পরিমাণ বাড়ানো হয়েছে। তবে বাস্তবায়নের গতি নিয়ে প্রশ্ন রয়েছে। সংশ্লিষ্টরা মনে করছেন, যথাযথ তদারকি থাকলে কাজ দ্রুত শেষ হবে। xyxy=(264,886,340,934)
article-paragraph: এ বিষয়ে জানতে চাইলে দায়িত্বপ্রাপ্ত কর্মকর্তা বলেন, আমরা সব দিক বিবেচনা করেই পদক্ষেপ নিচ্ছি। তিনি আরও বলেন, জনগণের স্বার্থ সবার আগে। স্থানীয় বাসিন্দারা জানান, দীর্ঘদিন ধরে এ সমস্যা চলে আসছে। xyxy=(264,603,340,651)
article-paragraph: সরকারি নির্দেশনা অনুযায়ী সংশ্লিষ্ট দপ্তরগুলো তাদের কার্যক্রম চালিয়ে যাচ্ছে বলে জানা গেছে। গতকাল অনুষ্ঠিত সভায় বিভিন্ন বিষয়ে আলোচনা হয় এবং সিদ্ধান্ত গ্রহণ করা হয়। সংশ্লিষ্ট কর্মকর্তারা বলেন, নির্ধারিত সময়ের মধ্যেই কাজ শেষ করা হবে। xyxy=(181,752,258,817)
article-headline[interactable]: সচিবালয়ে কর্মচারীদের xyxy=(15,70,91,97)
article-paragraph: এদিকে ভুক্তভোগীরা অভিযোগ করে বলেন, বারবার জানানোর পরও কোনো ব্যবস্থা নেওয়া হয়নি। তারা দ্রুত সমাধানের দাবি জানিয়েছেন। কর্তৃপক্ষ বিষয়টি খতিয়ে দেখার আশ্বাস দিয়েছে। xyxy=(347,493,423,541)
article-paragraph: প্রতিবেদনে উল্লেখ করা হয়, চলতি অর্থবছরে বরাদ্দের পরিমাণ বাড়ানো হয়েছে। তবে বাস্তবায়নের গতি নিয়ে প্রশ্ন রয়েছে। সংশ্লিষ্টরা মনে করছেন, যথাযথ তদারকি থাকলে কাজ দ্রুত শেষ হবে। xyxy=(347,376,423,424)
article-headline[interactable]: দুই বাসের মাঝে xyxy=(181,245,257,263)
article-paragraph: বিশ্লেষকরা বলছেন, সমন্বিত উদ্যোগ ছাড়া টেকসই সমাধান সম্ভব নয়। এজন্য সব পক্ষকে এগিয়ে আসতে হবে। আগামী মাসে আবারও সভা অনুষ্ঠিত হওয়ার কথা রয়েছে। xyxy=(181,708,257,748)
article-paragraph: এ বিষয়ে জানতে চাইলে দায়িত্বপ্রাপ্ত কর্মকর্তা বলেন, আমরা সব দিক বিবেচনা করেই পদক্ষেপ নিচ্ছি। তিনি আরও বলেন, জনগণের স্বার্থ সবার আগে। স্থানীয় বাসিন্দারা জানান, দীর্ঘদিন ধরে এ সমস্যা চলে আসছে। xyxy=(430,701,506,749)
article-paragraph: সরকারি নির্দেশনা অনুযায়ী সংশ্লিষ্ট দপ্তরগুলো তাদের কার্যক্রম চালিয়ে যাচ্ছে বলে জানা গেছে। গতকাল অনুষ্ঠিত সভায় বিভিন্ন বিষয়ে আলোচনা হয় এবং সিদ্ধান্ত গ্রহণ করা হয়। সংশ্লিষ্ট কর্মকর্তারা বলেন, নির্ধারিত সময়ের মধ্যেই কাজ শেষ করা হবে। xyxy=(98,887,175,952)
article-paragraph: সরকারি নির্দেশনা অনুযায়ী সংশ্লিষ্ট দপ্তরগুলো তাদের কার্যক্রম চালিয়ে যাচ্ছে বলে জানা গেছে। গতকাল অনুষ্ঠিত সভায় বিভিন্ন বিষয়ে আলোচনা হয় এবং সিদ্ধান্ত গ্রহণ করা হয়। সংশ্লিষ্ট কর্মকর্তারা বলেন, নির্ধারিত সময়ের মধ্যেই কাজ শেষ করা হবে। xyxy=(679,400,756,456)
article-paragraph: বিশ্লেষকরা বলছেন, সমন্বিত উদ্যোগ ছাড়া টেকসই সমাধান সম্ভব নয়। এজন্য সব পক্ষকে এগিয়ে আসতে হবে। আগামী মাসে আবারও সভা অনুষ্ঠিত হওয়ার কথা রয়েছে। xyxy=(264,405,340,444)
article-paragraph: সরকারি নির্দেশনা অনুযায়ী সংশ্লিষ্ট দপ্তরগুলো তাদের কার্যক্রম চালিয়ে যাচ্ছে বলে জানা গেছে। গতকাল অনুষ্ঠিত সভায় বিভিন্ন বিষয়ে আলোচনা হয় এবং সিদ্ধান্ত গ্রহণ করা হয়। সংশ্লিষ্ট কর্মকর্তারা বলেন, নির্ধারিত সময়ের মধ্যেই কাজ শেষ করা হবে। xyxy=(679,719,756,775)
article-paragraph: বিশ্লেষকরা বলছেন, সমন্বিত উদ্যোগ ছাড়া টেকসই সমাধান সম্ভব নয়। এজন্য সব পক্ষকে এগিয়ে আসতে হবে। আগামী মাসে আবারও সভা অনুষ্ঠিত হওয়ার কথা রয়েছে। xyxy=(513,849,589,889)
article-paragraph: এ বিষয়ে জানতে চাইলে দায়িত্বপ্রাপ্ত কর্মকর্তা বলেন, আমরা সব দিক বিবেচনা করেই পদক্ষেপ নিচ্ছি। তিনি আরও বলেন, জনগণের স্বার্থ সবার আগে। স্থানীয় বাসিন্দারা জানান, দীর্ঘদিন ধরে এ সমস্যা চলে আসছে। xyxy=(15,443,91,491)
